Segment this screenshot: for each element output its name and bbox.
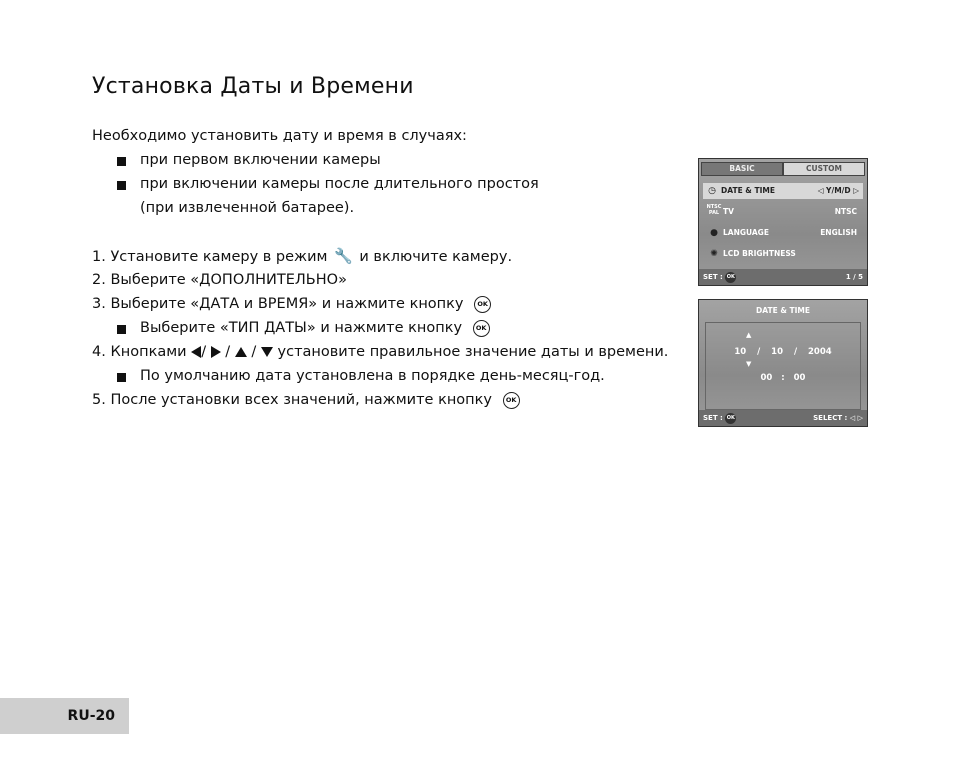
- case-item-1: при первом включении камеры: [92, 148, 692, 172]
- lcd-date-time: [698, 299, 868, 427]
- lcd-footer: SET : OK 1 / 5: [699, 269, 867, 285]
- ok-button-icon: OK: [503, 392, 520, 409]
- menu-row-date-time: ◷ DATE & TIME ◁ Y/M/D ▷: [703, 183, 863, 199]
- ok-icon: OK: [725, 413, 736, 424]
- tv-icon: NTSC PAL: [706, 204, 722, 216]
- page-title: Установка Даты и Времени: [92, 74, 414, 99]
- lcd-footer: SET : OK SELECT : ◁ ▷: [699, 410, 867, 426]
- arrow-up-icon: [235, 347, 247, 357]
- ok-icon: OK: [725, 272, 736, 283]
- arrow-down-icon: [261, 347, 273, 357]
- case-item-2: при включении камеры после длительного простоя: [92, 172, 692, 196]
- date-value: 10 / 10 / 2004: [734, 347, 832, 357]
- arrow-up-icon: ▲: [746, 331, 752, 339]
- case-item-2-cont: (при извлеченной батарее).: [140, 200, 355, 216]
- step-5: 5. После установки всех значений, нажмите кнопку OK: [92, 388, 692, 412]
- step-2: 2. Выберите «ДОПОЛНИТЕЛЬНО»: [92, 272, 347, 288]
- menu-tabs: [701, 162, 865, 176]
- date-time-box: [705, 322, 861, 410]
- wrench-icon: 🔧: [334, 247, 353, 265]
- arrow-down-icon: ▼: [746, 360, 752, 368]
- step-4: 4. Кнопками / / / установите правильное значение даты и времени.: [92, 344, 669, 360]
- menu-row-lcd-brightness: ✺ LCD BRIGHTNESS: [705, 246, 861, 262]
- tab-custom: CUSTOM: [783, 162, 865, 176]
- arrow-left-icon: [191, 346, 201, 358]
- menu-row-tv: NTSC PAL TV NTSC: [706, 204, 857, 216]
- menu-row-language: ● LANGUAGE ENGLISH: [705, 225, 861, 241]
- date-time-title: DATE & TIME: [756, 306, 810, 315]
- step-3: 3. Выберите «ДАТА и ВРЕМЯ» и нажмите кнопку OK: [92, 292, 692, 316]
- brightness-icon: ✺: [710, 249, 718, 259]
- clock-icon: ◷: [708, 186, 716, 196]
- step-3-sub: Выберите «ТИП ДАТЫ» и нажмите кнопку OK: [92, 316, 692, 340]
- page-number: RU-20: [0, 698, 129, 734]
- tab-basic: BASIC: [701, 162, 783, 176]
- time-value: 00 : 00: [760, 373, 806, 383]
- ok-button-icon: OK: [474, 296, 491, 313]
- instructions: [92, 124, 692, 412]
- step-1: 1. Установите камеру в режим 🔧 и включите камеру.: [92, 244, 692, 268]
- intro-text: Необходимо установить дату и время в случаях:: [92, 128, 467, 144]
- step-4-sub: По умолчанию дата установлена в порядке день-месяц-год.: [92, 364, 692, 388]
- ok-button-icon: OK: [473, 320, 490, 337]
- lcd-settings-menu: [698, 158, 868, 286]
- language-icon: ●: [710, 228, 718, 238]
- arrow-right-icon: [211, 346, 221, 358]
